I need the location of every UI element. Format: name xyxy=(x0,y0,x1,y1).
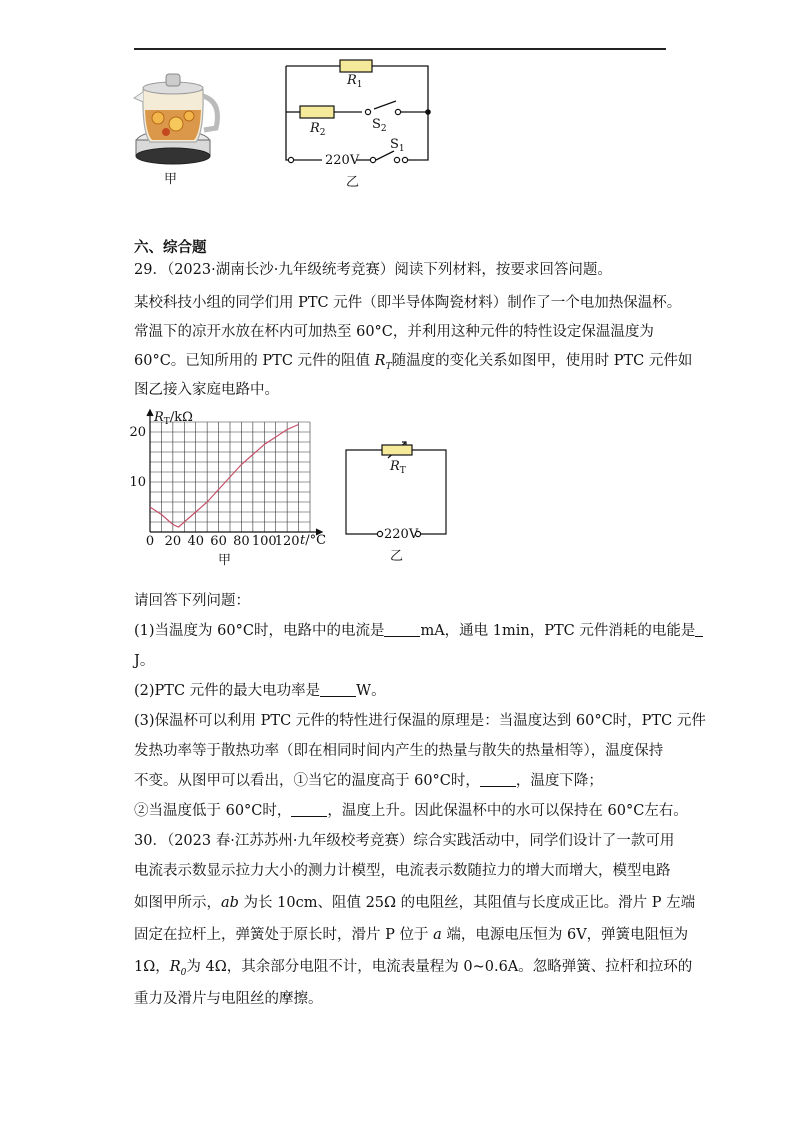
q29-q2: (2)PTC 元件的最大电功率是 W。 xyxy=(134,683,386,699)
q29-q3-line-4: ②当温度低于 60°C时， ，温度上升。因此保温杯中的水可以保持在 60°C左右。 xyxy=(134,803,688,819)
ptc-circuit-label: 乙 xyxy=(390,549,404,564)
section-title: 六、综合题 xyxy=(134,240,207,256)
rt-temperature-chart xyxy=(128,404,332,568)
x-tick-label: 120 xyxy=(274,534,300,549)
x-tick-label: 60 xyxy=(210,534,227,549)
svg-text:R2: $R_2$ xyxy=(310,121,326,138)
q29-para-1: 某校科技小组的同学们用 PTC 元件（即半导体陶瓷材料）制作了一个电加热保温杯。 xyxy=(134,295,682,311)
answer-blank-power[interactable] xyxy=(320,682,356,697)
x-tick-label: 40 xyxy=(187,534,204,549)
q29-q1-cont: J。 xyxy=(134,653,155,669)
svg-text:R1: $R_1$ xyxy=(347,73,363,90)
x-tick-label: 0 xyxy=(145,534,155,549)
q30-line-1: 30．（2023 春·江苏苏州·九年级校考竞赛）综合实践活动中，同学们设计了一款可用 xyxy=(134,833,675,849)
answer-blank-energy[interactable] xyxy=(695,622,703,637)
answer-blank-above-60[interactable] xyxy=(480,772,516,787)
x-tick-label: 20 xyxy=(164,534,182,549)
svg-text:RT: $R_T$ xyxy=(390,459,406,476)
q29-q3-line-1: (3)保温杯可以利用 PTC 元件的特性进行保温的原理是：当温度达到 60°C时，PTC 元件 xyxy=(134,713,706,729)
q30-line-3: 如图甲所示，ab 为长 10cm、阻值 25Ω 的电阻丝，其阻值与长度成正比。滑片 P 左端 xyxy=(134,895,696,911)
heater-circuit-figure xyxy=(280,56,440,192)
chart-figure-label: 甲 xyxy=(218,553,232,568)
q29-q3-line-3: 不变。从图甲可以看出，①当它的温度高于 60°C时， ，温度下降； xyxy=(134,773,603,789)
q29-prompt: 请回答下列问题： xyxy=(134,593,250,609)
voltage-label: 220V xyxy=(325,153,360,168)
rt-resistor xyxy=(382,445,412,455)
q30-line-2: 电流表示数显示拉力大小的测力计模型，电流表示数随拉力的增大而增大，模型电路 xyxy=(134,863,671,879)
x-tick-label: 80 xyxy=(233,534,250,549)
ptc-voltage-label: 220V xyxy=(384,527,419,542)
q29-para-4: 图乙接入家庭电路中。 xyxy=(134,382,279,398)
q29-para-2: 常温下的凉开水放在杯内可加热至 60°C，并利用这种元件的特性设定保温温度为 xyxy=(134,324,654,340)
y-tick-label: 20 xyxy=(129,425,146,440)
rt-curve xyxy=(150,425,299,528)
y-tick-label: 10 xyxy=(129,475,146,490)
svg-text:S1: $S_1$ xyxy=(390,137,405,154)
circuit-yi-label: 乙 xyxy=(346,175,360,190)
x-tick-label: 100 xyxy=(251,534,277,549)
chart-xlabel: t/°C xyxy=(300,533,327,548)
answer-blank-below-60[interactable] xyxy=(291,802,327,817)
top-rule xyxy=(134,48,666,50)
ptc-circuit-figure xyxy=(340,436,452,566)
q30-line-6: 重力及滑片与电阻丝的摩擦。 xyxy=(134,991,323,1007)
chart-ylabel: $R_T/k\Omega$ xyxy=(154,410,193,427)
q29-q3-line-2: 发热功率等于散热功率（即在相同时间内产生的热量与散失的热量相等），温度保持 xyxy=(134,743,664,759)
r2-resistor xyxy=(300,106,334,118)
q29-q1: (1)当温度为 60°C时，电路中的电流是 mA，通电 1min，PTC 元件消耗的电能是 xyxy=(134,621,703,641)
r1-resistor xyxy=(340,60,372,72)
q30-line-4: 固定在拉杆上，弹簧处于原长时，滑片 P 位于 a 端，电源电压恒为 6V，弹簧电阻恒为 xyxy=(134,927,689,943)
q29-header: 29．（2023·湖南长沙·九年级统考竞赛）阅读下列材料，按要求回答问题。 xyxy=(134,262,612,278)
q30-line-5: 1Ω，$R_0$为 4Ω，其余部分电阻不计，电流表量程为 0~0.6A。忽略弹簧、拉杆和拉环的 xyxy=(134,959,693,978)
kettle-label: 甲 xyxy=(164,172,178,187)
kettle-figure xyxy=(126,62,226,187)
answer-blank-current[interactable] xyxy=(384,622,420,637)
svg-text:S2: $S_2$ xyxy=(372,117,387,134)
q29-para-3: 60°C。已知所用的 PTC 元件的阻值 $R_T$随温度的变化关系如图甲，使用时 PTC 元件如 xyxy=(134,353,693,372)
